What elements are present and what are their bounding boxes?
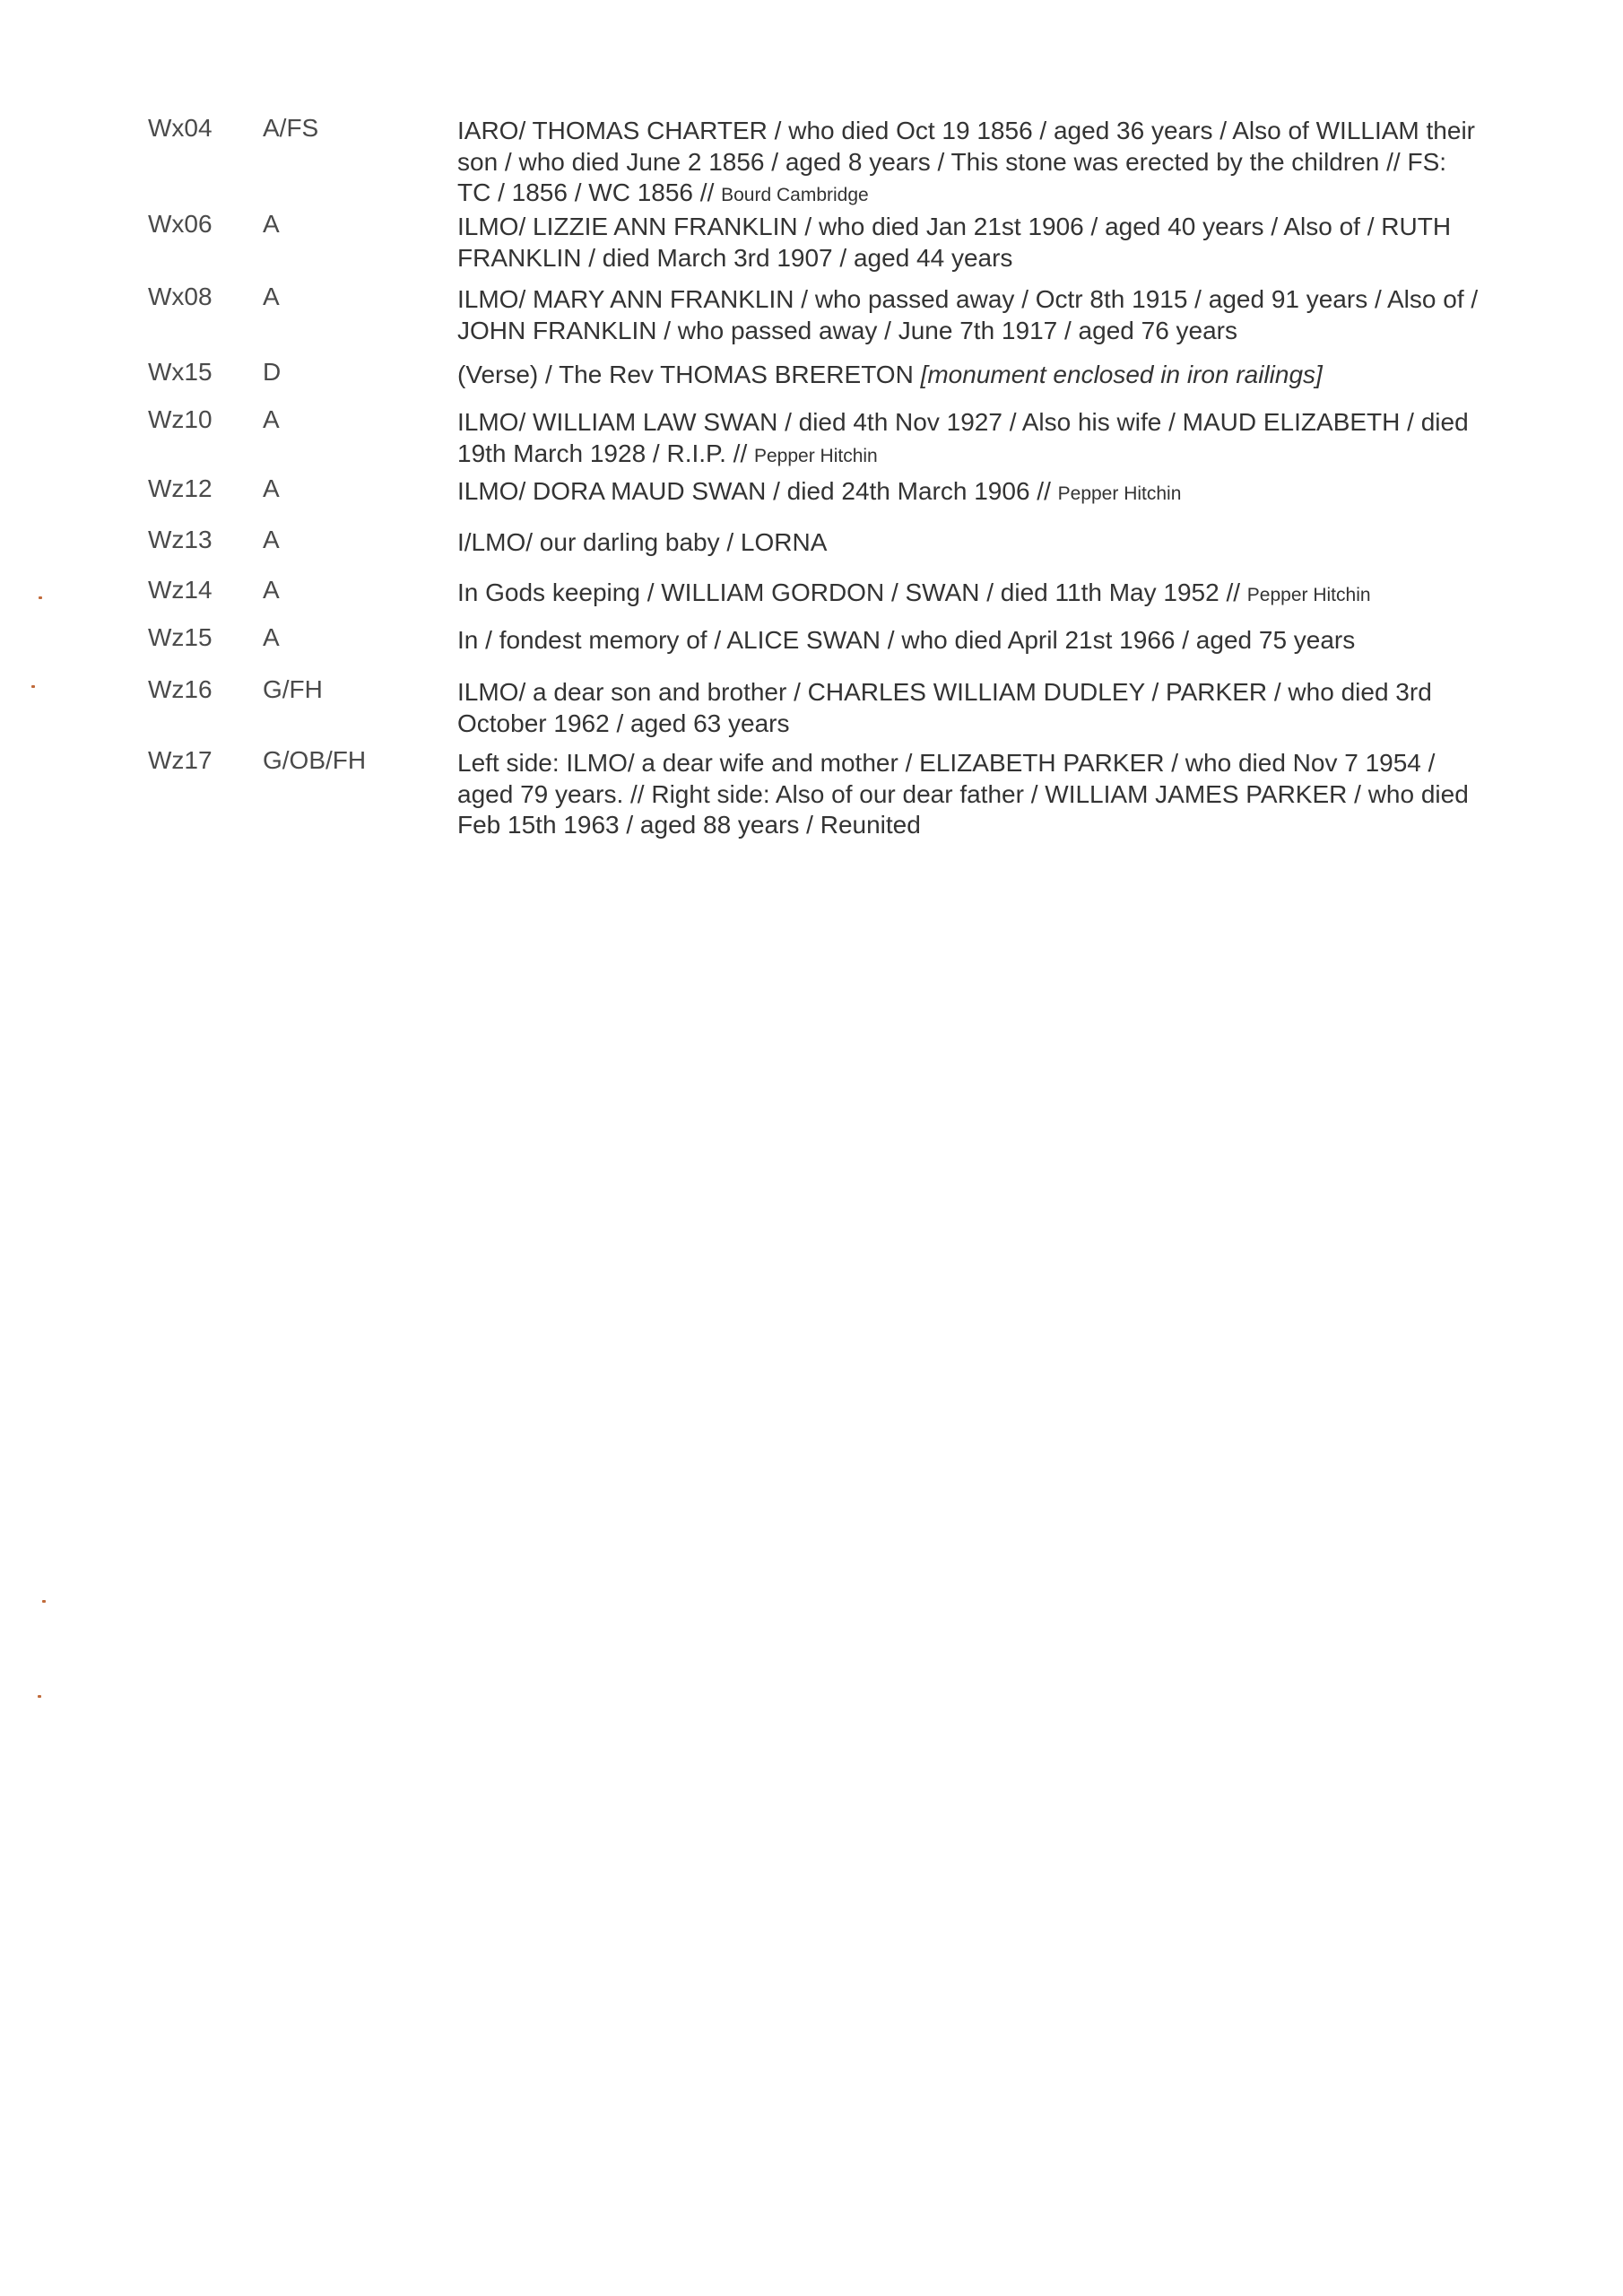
record-inscription: [457, 360, 1480, 391]
record-inscription: [457, 116, 1480, 212]
record-type: A: [263, 474, 280, 502]
record-reference: Wx06: [148, 210, 213, 238]
record-reference: Wz13: [148, 526, 213, 553]
record-type: G/OB/FH: [263, 746, 367, 774]
inscription-text: (Verse) / The Rev THOMAS BRERETON: [457, 361, 921, 388]
mason-name: Pepper Hitchin: [1057, 483, 1182, 504]
inscription-text: IARO/ THOMAS CHARTER / who died Oct 19 1856 / aged 36 years / Also of WILLIAM their son / who died June 2 1856 / aged 8 years / This stone was erected by the children // FS: TC / 1856 / WC 1856 //: [457, 117, 1475, 206]
record-reference: Wz14: [148, 576, 213, 604]
mason-name: Pepper Hitchin: [754, 445, 878, 466]
scan-mark: [38, 1695, 41, 1698]
inscription-text: ILMO/ MARY ANN FRANKLIN / who passed away / Octr 8th 1915 / aged 91 years / Also of / JOHN FRANKLIN / who passed away / June 7th 1917 / aged 76 years: [457, 285, 1479, 344]
record-type: D: [263, 358, 282, 386]
record-type: A: [263, 405, 280, 433]
record-inscription: [457, 748, 1480, 841]
scan-mark: [31, 685, 35, 688]
record-inscription: [457, 625, 1480, 657]
record-type: A: [263, 526, 280, 553]
mason-name: Bourd Cambridge: [721, 185, 869, 205]
inscription-text: ILMO/ LIZZIE ANN FRANKLIN / who died Jan 21st 1906 / aged 40 years / Also of / RUTH FRANKLIN / died March 3rd 1907 / aged 44 years: [457, 213, 1452, 272]
record-type: A: [263, 283, 280, 310]
record-reference: Wz15: [148, 623, 213, 651]
record-reference: Wz17: [148, 746, 213, 774]
inscription-text: Left side: ILMO/ a dear wife and mother / ELIZABETH PARKER / who died Nov 7 1954 / aged 79 years. // Right side: Also of our dear father / WILLIAM JAMES PARKER / who died Feb 15th 1963 / aged 88 years / Reunited: [457, 749, 1469, 839]
inscription-text: ILMO/ DORA MAUD SWAN / died 24th March 1906 //: [457, 477, 1058, 505]
record-type: A: [263, 623, 280, 651]
inscription-text: In Gods keeping / WILLIAM GORDON / SWAN / died 11th May 1952 //: [457, 578, 1247, 606]
record-type: A: [263, 576, 280, 604]
inscription-text: ILMO/ WILLIAM LAW SWAN / died 4th Nov 1927 / Also his wife / MAUD ELIZABETH / died 19th March 1928 / R.I.P. //: [457, 408, 1469, 467]
record-reference: Wz10: [148, 405, 213, 433]
scan-mark: [42, 1600, 46, 1603]
inscription-note: [monument enclosed in iron railings]: [920, 361, 1323, 388]
record-reference: Wx04: [148, 114, 213, 142]
record-reference: Wx15: [148, 358, 213, 386]
inscription-text: I/LMO/ our darling baby / LORNA: [457, 528, 828, 556]
record-inscription: [457, 527, 1480, 559]
record-inscription: [457, 578, 1480, 612]
record-type: G/FH: [263, 675, 323, 703]
record-reference: Wx08: [148, 283, 213, 310]
record-inscription: [457, 476, 1480, 510]
record-type: A/FS: [263, 114, 319, 142]
mason-name: Pepper Hitchin: [1246, 585, 1371, 605]
scan-mark: [39, 596, 42, 599]
record-inscription: [457, 407, 1480, 472]
inscription-text: In / fondest memory of / ALICE SWAN / who died April 21st 1966 / aged 75 years: [457, 626, 1356, 654]
record-type: A: [263, 210, 280, 238]
record-reference: Wz16: [148, 675, 213, 703]
record-reference: Wz12: [148, 474, 213, 502]
record-inscription: [457, 212, 1480, 274]
inscription-text: ILMO/ a dear son and brother / CHARLES WILLIAM DUDLEY / PARKER / who died 3rd October 1962 / aged 63 years: [457, 678, 1432, 737]
record-inscription: [457, 284, 1480, 346]
record-inscription: [457, 677, 1480, 739]
